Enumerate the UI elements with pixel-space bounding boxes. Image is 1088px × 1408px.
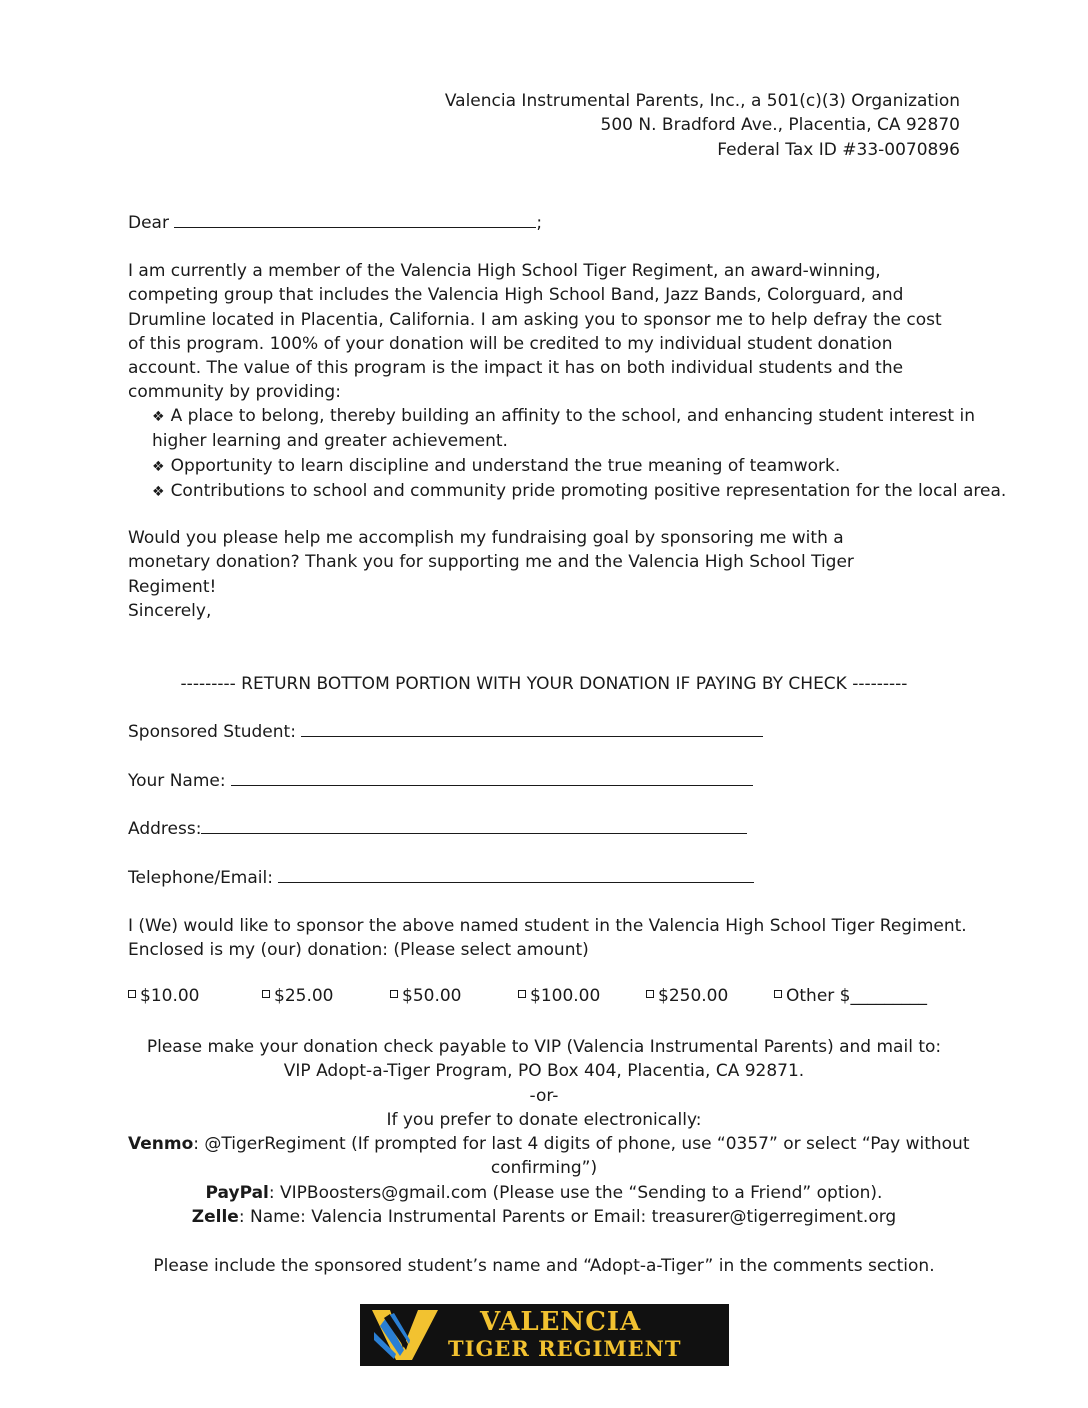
request-paragraph: Would you please help me accomplish my fundraising goal by sponsoring me with a monetary donation? Thank you for supporting me and the Valencia High School Tiger Regiment! xyxy=(128,528,854,597)
amount-option-100[interactable]: $100.00 xyxy=(518,986,600,1006)
diamond-bullet-icon: ❖ xyxy=(152,409,165,425)
your-name-label: Your Name: xyxy=(128,771,226,791)
checkbox-icon[interactable] xyxy=(774,990,782,998)
address-label: Address: xyxy=(128,819,202,839)
venmo-line-continued: confirming”) xyxy=(490,1158,598,1179)
paypal-text: : VIPBoosters@gmail.com (Please use the “Sending to a Friend” option). xyxy=(268,1182,883,1203)
check-line: Please make your donation check payable to VIP (Valencia Instrumental Parents) and mail to: xyxy=(146,1037,942,1057)
sponsor-statement: I (We) would like to sponsor the above named student in the Valencia High School Tiger Regiment. xyxy=(128,916,967,936)
salutation xyxy=(128,211,542,235)
list-item: ❖ A place to belong, thereby building an affinity to the school, and enhancing student interest in xyxy=(152,406,975,426)
amount-option-other[interactable]: Other $_________ xyxy=(774,986,927,1006)
diamond-bullet-icon: ❖ xyxy=(152,483,165,500)
amount-option-10[interactable]: $10.00 xyxy=(128,986,199,1006)
venmo-label: Venmo xyxy=(128,1134,194,1155)
electronic-intro: If you prefer to donate electronically: xyxy=(386,1109,702,1130)
org-address-line: 500 N. Bradford Ave., Placentia, CA 92870 xyxy=(600,115,960,136)
org-header xyxy=(445,89,960,162)
your-name-blank[interactable] xyxy=(231,771,753,786)
tax-id-line: Federal Tax ID #33-0070896 xyxy=(717,139,960,160)
zelle-text: : Name: Valencia Instrumental Parents or Email: treasurer@tigerregiment.org xyxy=(238,1207,897,1228)
checkbox-icon[interactable] xyxy=(390,990,398,998)
sponsored-student-label: Sponsored Student: xyxy=(128,722,296,742)
venmo-text: : @TigerRegiment (If prompted for last 4 digits of phone, use “0357” or select “Pay without xyxy=(193,1134,970,1155)
closing: Sincerely, xyxy=(128,601,212,621)
zelle-label: Zelle xyxy=(191,1207,239,1228)
venmo-line xyxy=(128,1132,970,1156)
list-item-continuation: higher learning and greater achievement. xyxy=(152,431,508,452)
intro-paragraph: I am currently a member of the Valencia High School Tiger Regiment, an award-winning, competing group that includes the Valencia High School Band, Jazz Bands, Colorguard, and Drumline located in Placentia, California. I am asking you to sponsor me to help defray the cost of this program. 100% of your donation will be credited to my individual student donation account. The value of this program is the impact it has on both individual students and the community by providing: xyxy=(128,261,942,403)
amount-option-250[interactable]: $250.00 xyxy=(646,986,728,1006)
payment-instructions xyxy=(128,1035,970,1229)
return-divider: --------- RETURN BOTTOM PORTION WITH YOUR DONATION IF PAYING BY CHECK --------- xyxy=(180,674,908,694)
your-name-field[interactable] xyxy=(128,769,753,793)
contact-field[interactable] xyxy=(128,866,754,890)
or-separator: -or- xyxy=(529,1085,559,1106)
address-field[interactable] xyxy=(128,817,747,841)
contact-blank[interactable] xyxy=(278,868,754,883)
list-item: ❖ Opportunity to learn discipline and understand the true meaning of teamwork. xyxy=(152,455,841,476)
checkbox-icon[interactable] xyxy=(646,990,654,998)
diamond-bullet-icon: ❖ xyxy=(152,458,165,475)
list-item: ❖ Contributions to school and community pride promoting positive representation for the local area. xyxy=(152,480,1007,501)
sponsored-student-field[interactable] xyxy=(128,720,763,744)
recipient-blank xyxy=(174,213,536,228)
contact-label: Telephone/Email: xyxy=(128,868,273,888)
comments-note: Please include the sponsored student’s name and “Adopt-a-Tiger” in the comments section. xyxy=(153,1256,935,1276)
org-name-line: Valencia Instrumental Parents, Inc., a 501(c)(3) Organization xyxy=(444,91,960,111)
checkbox-icon[interactable] xyxy=(518,990,526,998)
checkbox-icon[interactable] xyxy=(128,990,136,998)
mail-address: VIP Adopt-a-Tiger Program, PO Box 404, Placentia, CA 92871. xyxy=(283,1061,805,1082)
amount-option-50[interactable]: $50.00 xyxy=(390,986,461,1006)
logo-line-2: TIGER REGIMENT xyxy=(448,1336,682,1361)
zelle-line xyxy=(128,1205,960,1229)
paypal-line xyxy=(128,1181,960,1205)
dear-suffix: ; xyxy=(536,213,543,233)
paypal-label: PayPal xyxy=(205,1182,269,1203)
logo-line-1: VALENCIA xyxy=(480,1307,642,1337)
amount-options xyxy=(128,986,948,1012)
address-blank[interactable] xyxy=(201,819,747,834)
checkbox-icon[interactable] xyxy=(262,990,270,998)
tiger-regiment-logo xyxy=(360,1304,729,1366)
amount-option-25[interactable]: $25.00 xyxy=(262,986,333,1006)
dear-label: Dear xyxy=(128,213,169,233)
v-emblem-icon xyxy=(360,1304,450,1366)
benefit-list xyxy=(152,404,1007,504)
enclosed-statement: Enclosed is my (our) donation: (Please select amount) xyxy=(128,940,589,960)
sponsored-student-blank[interactable] xyxy=(301,722,763,737)
